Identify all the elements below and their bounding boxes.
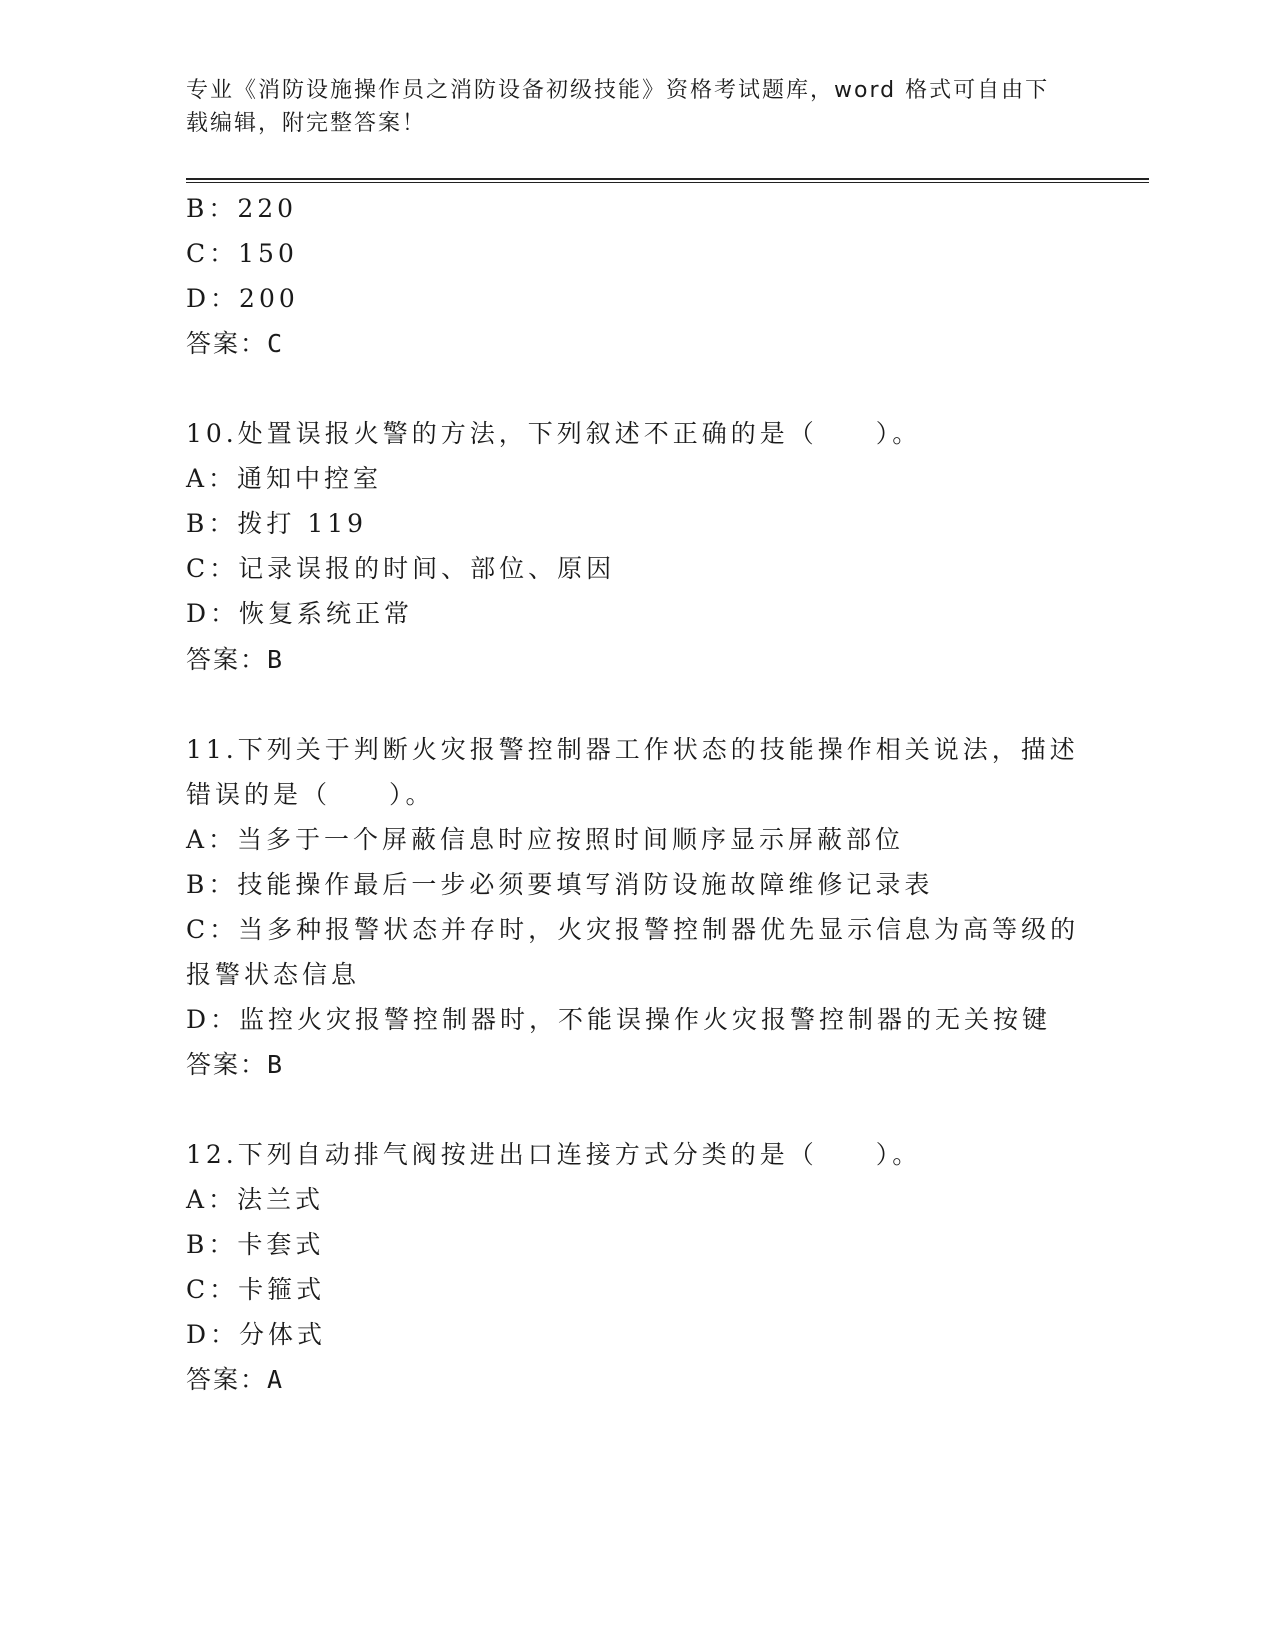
header-divider	[186, 178, 1149, 183]
document-header: 专业《消防设施操作员之消防设备初级技能》资格考试题库，word 格式可自由下载编辑，附完整答案！	[186, 78, 1050, 136]
option-a: A：通知中控室	[186, 464, 383, 493]
option-c: C：150	[186, 239, 298, 268]
question-11-stem-line2: 错误的是（ ）。	[186, 780, 435, 809]
option-d: D：分体式	[186, 1320, 327, 1349]
answer	[186, 326, 284, 362]
answer-label: 答案：	[186, 645, 268, 674]
option-c: C：记录误报的时间、部位、原因	[186, 554, 616, 583]
answer	[186, 1362, 284, 1398]
option-d: D：恢复系统正常	[186, 599, 414, 628]
answer-value: B	[267, 1050, 285, 1079]
answer-label: 答案：	[186, 1365, 268, 1394]
option-a: A：法兰式	[186, 1185, 325, 1214]
answer-label: 答案：	[186, 1050, 268, 1079]
option-b: B：卡套式	[186, 1230, 325, 1259]
option-d: D：监控火灾报警控制器时，不能误操作火灾报警控制器的无关按键	[186, 1005, 1052, 1034]
option-c-continued: 报警状态信息	[186, 960, 361, 989]
option-b: B：220	[186, 194, 298, 223]
answer-value: B	[267, 645, 285, 674]
question-10-stem: 10.处置误报火警的方法，下列叙述不正确的是（ ）。	[186, 419, 922, 448]
option-b: B：技能操作最后一步必须要填写消防设施故障维修记录表	[186, 870, 934, 899]
answer-value: C	[267, 329, 285, 358]
option-c: C：卡箍式	[186, 1275, 326, 1304]
option-c: C：当多种报警状态并存时，火灾报警控制器优先显示信息为高等级的	[186, 915, 1080, 944]
answer-value: A	[267, 1365, 285, 1394]
answer-label: 答案：	[186, 329, 268, 358]
answer	[186, 1047, 284, 1083]
option-d: D：200	[186, 284, 299, 313]
question-11-stem-line1: 11.下列关于判断火灾报警控制器工作状态的技能操作相关说法，描述	[186, 735, 1079, 764]
answer	[186, 642, 284, 678]
question-12-stem: 12.下列自动排气阀按进出口连接方式分类的是（ ）。	[186, 1140, 922, 1169]
option-b: B：拨打 119	[186, 509, 368, 538]
option-a: A：当多于一个屏蔽信息时应按照时间顺序显示屏蔽部位	[186, 825, 905, 854]
